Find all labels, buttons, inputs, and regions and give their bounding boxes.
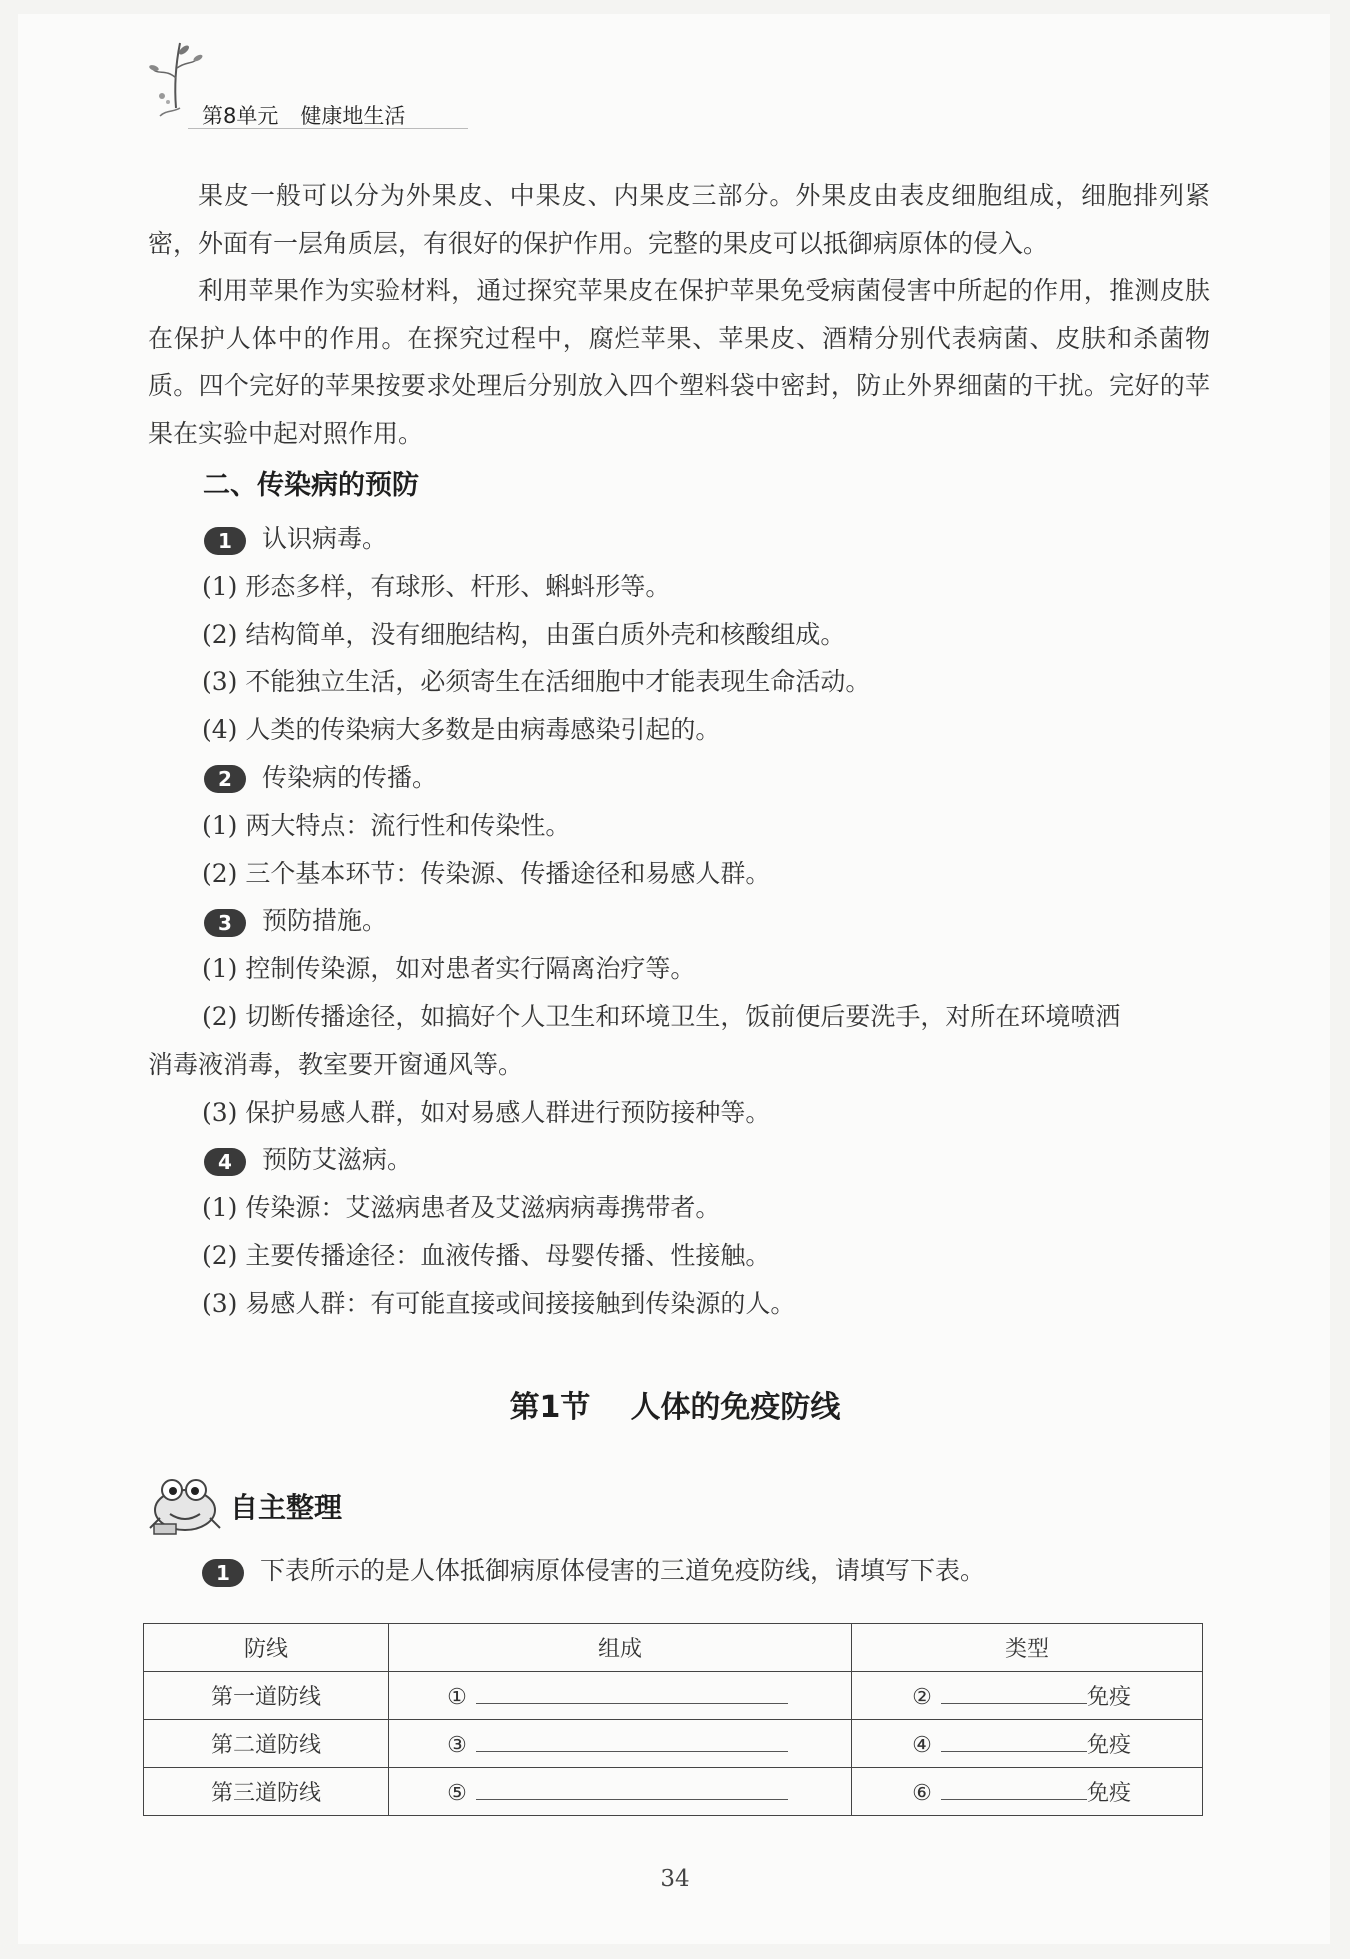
unit-number: 第8单元	[202, 104, 279, 128]
header-cell: 类型	[852, 1624, 1203, 1672]
type-cell[interactable]: ④ 免疫	[852, 1720, 1203, 1768]
composition-cell[interactable]: ①	[389, 1672, 852, 1720]
number-badge: 4	[204, 1148, 246, 1176]
lesson-number: 第1节	[509, 1390, 591, 1425]
type-cell[interactable]: ② 免疫	[852, 1672, 1203, 1720]
list-item: (1) 两大特点：流行性和传染性。	[202, 810, 571, 840]
composition-cell[interactable]: ③	[389, 1720, 852, 1768]
number-badge: 1	[204, 527, 246, 555]
list-item: (1) 控制传染源，如对患者实行隔离治疗等。	[202, 954, 696, 984]
unit-title: 健康地生活	[300, 104, 406, 128]
defense-line-cell: 第三道防线	[144, 1768, 389, 1816]
table-row	[144, 1768, 1203, 1816]
list-item: (2) 主要传播途径：血液传播、母婴传播、性接触。	[202, 1240, 771, 1270]
question-text: 下表所示的是人体抵御病原体侵害的三道免疫防线，请填写下表。	[260, 1556, 986, 1585]
list-item: (3) 不能独立生活，必须寄生在活细胞中才能表现生命活动。	[202, 667, 871, 697]
lesson-name: 人体的免疫防线	[630, 1390, 841, 1425]
group-title: 3 预防措施。	[148, 897, 1210, 945]
page-number: 34	[660, 1866, 690, 1892]
list-item: (3) 易感人群：有可能直接或间接接触到传染源的人。	[202, 1288, 796, 1318]
answer-blank[interactable]	[476, 1681, 788, 1704]
intro-paragraph-1: 果皮一般可以分为外果皮、中果皮、内果皮三部分。外果皮由表皮细胞组成，细胞排列紧密，外面有一层角质层，有很好的保护作用。完整的果皮可以抵御病原体的侵入。	[148, 181, 1210, 258]
group-title: 4 预防艾滋病。	[148, 1136, 1210, 1184]
intro-paragraph-2: 利用苹果作为实验材料，通过探究苹果皮在保护苹果免受病菌侵害中所起的作用，推测皮肤在保护人体中的作用。在探究过程中，腐烂苹果、苹果皮、酒精分别代表病菌、皮肤和杀菌物质。四个完好的苹果按要求处理后分别放入四个塑料袋中密封，防止外界细菌的干扰。完好的苹果在实验中起对照作用。	[148, 276, 1210, 448]
answer-blank[interactable]	[476, 1729, 788, 1752]
frog-mascot-icon	[140, 1468, 230, 1538]
answer-blank[interactable]	[476, 1777, 788, 1800]
list-item: (4) 人类的传染病大多数是由病毒感染引起的。	[202, 715, 721, 745]
type-cell[interactable]: ⑥ 免疫	[852, 1768, 1203, 1816]
chapter-header	[140, 38, 640, 128]
table-row	[144, 1672, 1203, 1720]
list-item: (2) 切断传播途径，如搞好个人卫生和环境卫生，饭前便后要洗手，对所在环境喷洒	[202, 1001, 1121, 1031]
header-cell: 防线	[144, 1624, 389, 1672]
unit-label	[202, 100, 405, 130]
self-study-label: 自主整理	[230, 1491, 343, 1524]
header-cell: 组成	[389, 1624, 852, 1672]
lesson-title	[0, 1382, 1350, 1426]
intro-text	[148, 172, 1210, 457]
list-item: (2) 结构简单，没有细胞结构，由蛋白质外壳和核酸组成。	[202, 619, 846, 649]
list-item: (1) 形态多样，有球形、杆形、蝌蚪形等。	[202, 571, 671, 601]
defense-line-cell: 第二道防线	[144, 1720, 389, 1768]
plant-logo-icon	[140, 38, 210, 128]
header-rule	[188, 128, 468, 129]
number-badge: 1	[202, 1559, 244, 1587]
section-heading: 二、传染病的预防	[203, 470, 419, 501]
group-title: 2 传染病的传播。	[148, 754, 1210, 802]
group-title: 1 认识病毒。	[148, 515, 1210, 563]
answer-blank[interactable]	[941, 1681, 1087, 1704]
list-item-continuation: 消毒液消毒，教室要开窗通风等。	[148, 1049, 524, 1079]
defense-line-cell: 第一道防线	[144, 1672, 389, 1720]
immune-defense-table	[143, 1623, 1203, 1816]
answer-blank[interactable]	[941, 1729, 1087, 1752]
number-badge: 2	[204, 765, 246, 793]
number-badge: 3	[204, 909, 246, 937]
prevention-list	[148, 515, 1210, 1328]
table-row	[144, 1720, 1203, 1768]
answer-blank[interactable]	[941, 1777, 1087, 1800]
question-1	[148, 1551, 985, 1587]
list-item: (2) 三个基本环节：传染源、传播途径和易感人群。	[202, 858, 771, 888]
composition-cell[interactable]: ⑤	[389, 1768, 852, 1816]
table-header-row	[144, 1624, 1203, 1672]
list-item: (1) 传染源：艾滋病患者及艾滋病病毒携带者。	[202, 1193, 721, 1223]
list-item: (3) 保护易感人群，如对易感人群进行预防接种等。	[202, 1097, 771, 1127]
